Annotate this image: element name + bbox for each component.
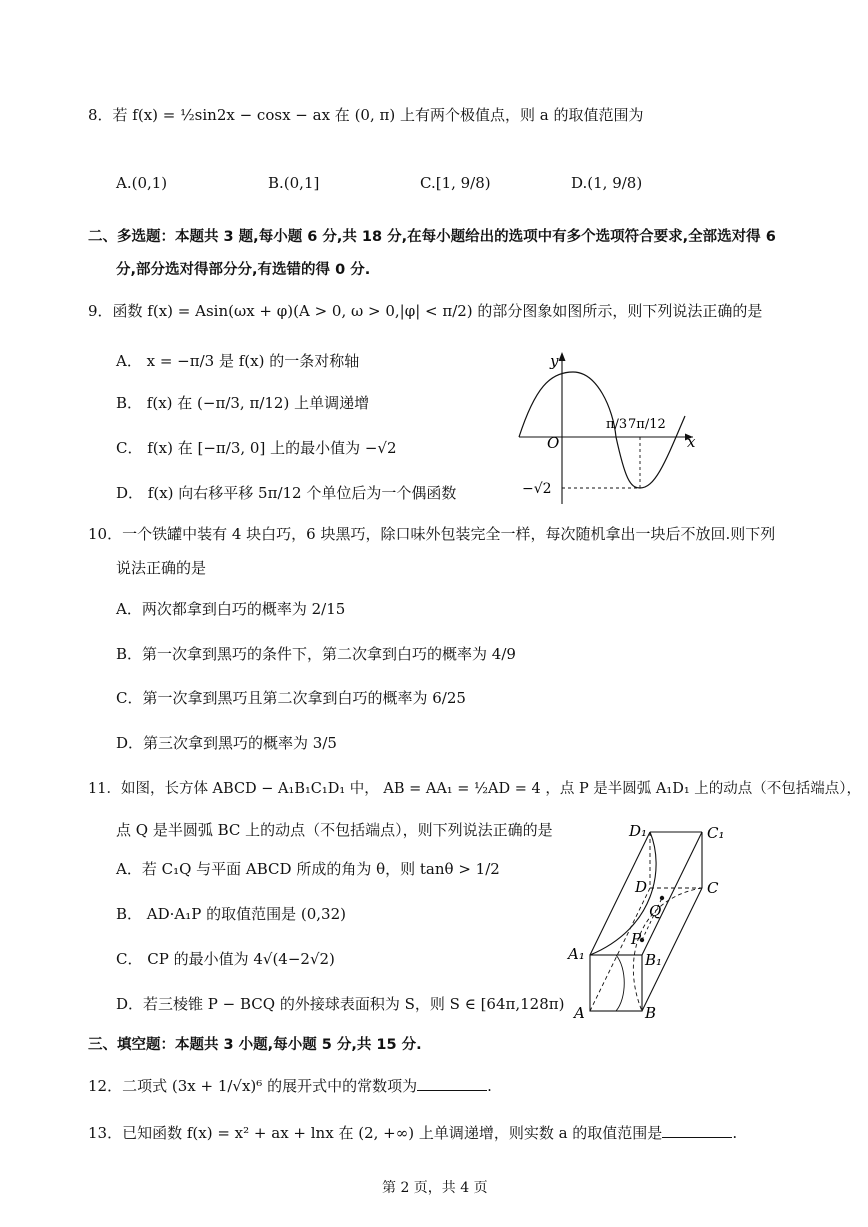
q9-option-c: C． f(x) 在 [−π/3, 0] 上的最小值为 −√2 <box>116 439 397 457</box>
q8-option-b: B.(0,1] <box>268 174 320 192</box>
q9-option-d: D． f(x) 向右移平移 5π/12 个单位后为一个偶函数 <box>116 484 457 502</box>
q8-option-c: C.[1, 9/8) <box>420 174 491 192</box>
q12-answer-blank[interactable] <box>417 1076 487 1091</box>
q11-option-a: A．若 C₁Q 与平面 ABCD 所成的角为 θ，则 tanθ > 1/2 <box>116 860 500 878</box>
q11-option-d: D．若三棱锥 P − BCQ 的外接球表面积为 S，则 S ∈ [64π,128π) <box>116 995 565 1013</box>
label-a: A <box>574 1004 585 1022</box>
q11-cuboid-figure <box>565 818 735 1023</box>
label-b: B <box>645 1004 657 1022</box>
label-p: P <box>631 930 642 948</box>
q8-option-a: A.(0,1) <box>116 174 168 192</box>
label-a1: A₁ <box>568 945 585 963</box>
section2-heading: 二、多选题：本题共 3 题,每小题 6 分,共 18 分,在每小题给出的选项中有多个选项符合要求,全部选对得 6 <box>88 229 776 245</box>
q13: 13．已知函数 f(x) = x² + ax + lnx 在 (2, +∞) 上单调递增，则实数 a 的取值范围是 . <box>88 1124 738 1142</box>
x-label: x <box>687 433 696 451</box>
q10-option-a: A．两次都拿到白巧的概率为 2/15 <box>116 600 346 618</box>
q9-stem: 9．函数 f(x) = Asin(ωx + φ)(A > 0, ω > 0,|φ| < π/2) 的部分图象如图所示，则下列说法正确的是 <box>88 302 763 320</box>
q13-answer-blank[interactable] <box>662 1123 732 1138</box>
label-b1: B₁ <box>645 951 663 969</box>
q11-option-b: B． AD·A₁P 的取值范围是 (0,32) <box>116 905 346 923</box>
label-q: Q <box>649 902 662 920</box>
tick-7pi-12: 7π/12 <box>628 417 666 432</box>
y-label: y <box>550 352 559 370</box>
label-d1: D₁ <box>629 822 648 840</box>
min-value-label: −√2 <box>522 481 552 497</box>
q9-option-a: A． x = −π/3 是 f(x) 的一条对称轴 <box>116 352 360 370</box>
q8-stem: 8．若 f(x) = ½sin2x − cosx − ax 在 (0, π) 上有两个极值点，则 a 的取值范围为 <box>88 106 644 124</box>
q10-stem: 10．一个铁罐中装有 4 块白巧，6 块黑巧，除口味外包装完全一样，每次随机拿出一块后不放回.则下列 <box>88 525 776 543</box>
label-d: D <box>635 878 648 896</box>
section3-heading: 三、填空题：本题共 3 小题,每小题 5 分,共 15 分. <box>88 1037 422 1053</box>
section2-heading-cont: 分,部分选对得部分分,有选错的得 0 分. <box>116 262 371 278</box>
y-axis-arrow <box>559 352 566 361</box>
q12: 12．二项式 (3x + 1/√x)⁶ 的展开式中的常数项为 . <box>88 1077 492 1095</box>
q9-option-b: B． f(x) 在 (−π/3, π/12) 上单调递增 <box>116 394 370 412</box>
q13-text: 13．已知函数 f(x) = x² + ax + lnx 在 (2, +∞) 上单调递增，则实数 a 的取值范围是 <box>88 1124 663 1142</box>
q11-stem-cont: 点 Q 是半圆弧 BC 上的动点（不包括端点），则下列说法正确的是 <box>116 821 553 839</box>
tick-pi-3: π/3 <box>606 417 628 432</box>
q12-text: 12．二项式 (3x + 1/√x)⁶ 的展开式中的常数项为 <box>88 1077 418 1095</box>
page-footer: 第 2 页，共 4 页 <box>382 1180 488 1196</box>
q9-sine-graph <box>515 348 700 508</box>
q10-option-b: B．第一次拿到黑巧的条件下，第二次拿到白巧的概率为 4/9 <box>116 645 516 663</box>
q11-option-c: C． CP 的最小值为 4√(4−2√2) <box>116 950 335 968</box>
q11-stem: 11．如图，长方体 ABCD − A₁B₁C₁D₁ 中， AB = AA₁ = ½AD = 4 ，点 P 是半圆弧 A₁D₁ 上的动点（不包括端点）， <box>88 781 861 797</box>
label-c: C <box>707 879 719 897</box>
label-c1: C₁ <box>707 824 725 842</box>
q10-option-d: D．第三次拿到黑巧的概率为 3/5 <box>116 734 337 752</box>
origin-label: O <box>547 434 560 452</box>
q8-option-d: D.(1, 9/8) <box>571 174 643 192</box>
q10-stem-cont: 说法正确的是 <box>116 559 207 577</box>
q10-option-c: C．第一次拿到黑巧且第二次拿到白巧的概率为 6/25 <box>116 689 466 707</box>
